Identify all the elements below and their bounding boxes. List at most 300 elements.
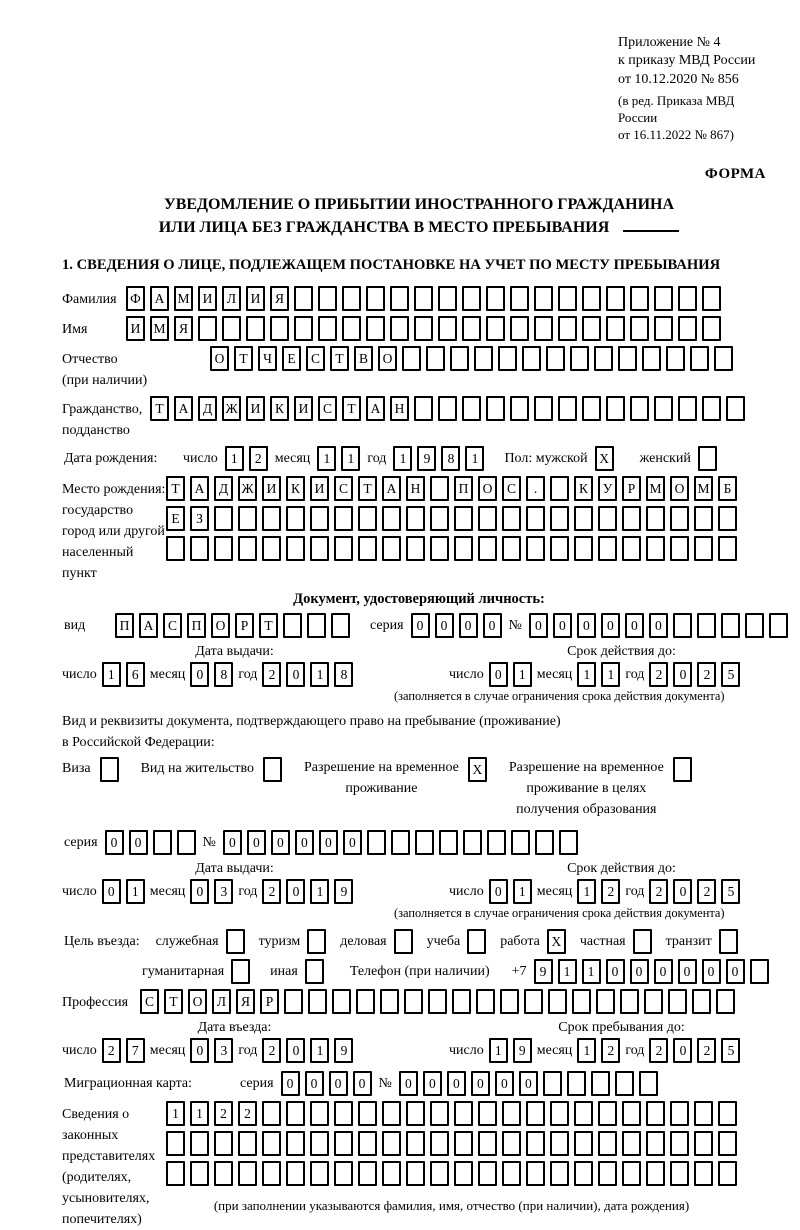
profession-cell[interactable] — [620, 989, 639, 1014]
profession-cell[interactable] — [380, 989, 399, 1014]
representative-cell[interactable] — [550, 1161, 569, 1186]
birthplace-cell[interactable]: И — [262, 476, 281, 501]
citizenship-cell[interactable] — [510, 396, 529, 421]
doc-number-cell[interactable]: 0 — [649, 613, 668, 638]
name-cell[interactable] — [678, 316, 697, 341]
citizenship-cell[interactable] — [438, 396, 457, 421]
name-cell[interactable] — [654, 316, 673, 341]
doc-number-cell[interactable]: 0 — [553, 613, 572, 638]
permit-series-cell[interactable] — [153, 830, 172, 855]
birthplace-cell[interactable] — [454, 506, 473, 531]
profession-cell[interactable] — [404, 989, 423, 1014]
citizenship-cell[interactable] — [462, 396, 481, 421]
representative-cell[interactable] — [574, 1101, 593, 1126]
mig-series-cell[interactable]: 0 — [281, 1071, 300, 1096]
citizenship-cell[interactable] — [606, 396, 625, 421]
name-cell[interactable] — [366, 316, 385, 341]
representative-cell[interactable] — [694, 1131, 713, 1156]
representative-cell[interactable] — [286, 1101, 305, 1126]
representative-cell[interactable] — [262, 1161, 281, 1186]
birthplace-cell[interactable] — [574, 536, 593, 561]
surname-cell[interactable] — [654, 286, 673, 311]
profession-cell[interactable] — [356, 989, 375, 1014]
birthplace-cell[interactable] — [478, 536, 497, 561]
permit-valid-month-cell[interactable]: 1 — [577, 879, 596, 904]
permit-number-cell[interactable]: 0 — [271, 830, 290, 855]
representative-cell[interactable] — [598, 1101, 617, 1126]
permit-valid-year-cell[interactable]: 5 — [721, 879, 740, 904]
doc-issue-year-cell[interactable]: 1 — [310, 662, 329, 687]
mig-number-cell[interactable] — [591, 1071, 610, 1096]
phone-cell[interactable] — [750, 959, 769, 984]
surname-cell[interactable]: Я — [270, 286, 289, 311]
citizenship-cell[interactable]: А — [174, 396, 193, 421]
representative-cell[interactable] — [430, 1101, 449, 1126]
citizenship-cell[interactable] — [558, 396, 577, 421]
birthplace-cell[interactable]: М — [646, 476, 665, 501]
profession-cell[interactable]: С — [140, 989, 159, 1014]
representative-cell[interactable] — [646, 1161, 665, 1186]
permit-valid-day-cell[interactable]: 0 — [489, 879, 508, 904]
birthplace-cell[interactable] — [670, 506, 689, 531]
birthplace-cell[interactable] — [166, 536, 185, 561]
permit-number-cell[interactable]: 0 — [247, 830, 266, 855]
birth-year-cell[interactable]: 1 — [393, 446, 412, 471]
citizenship-cell[interactable]: С — [318, 396, 337, 421]
birthplace-cell[interactable]: П — [454, 476, 473, 501]
birthplace-cell[interactable] — [238, 506, 257, 531]
representative-cell[interactable] — [550, 1131, 569, 1156]
name-cell[interactable] — [702, 316, 721, 341]
name-cell[interactable] — [558, 316, 577, 341]
name-cell[interactable]: Я — [174, 316, 193, 341]
representative-cell[interactable] — [310, 1131, 329, 1156]
entry-year-cell[interactable]: 9 — [334, 1038, 353, 1063]
birthplace-cell[interactable]: К — [574, 476, 593, 501]
representative-cell[interactable] — [382, 1131, 401, 1156]
birth-day-cell[interactable]: 2 — [249, 446, 268, 471]
birthplace-cell[interactable] — [310, 536, 329, 561]
mig-number-cell[interactable]: 0 — [471, 1071, 490, 1096]
profession-cell[interactable]: Т — [164, 989, 183, 1014]
birth-year-cell[interactable]: 1 — [465, 446, 484, 471]
doc-number-cell[interactable] — [721, 613, 740, 638]
profession-cell[interactable] — [668, 989, 687, 1014]
profession-cell[interactable] — [596, 989, 615, 1014]
patronymic-cell[interactable] — [450, 346, 469, 371]
permit-issue-month-cell[interactable]: 3 — [214, 879, 233, 904]
mig-series-cell[interactable]: 0 — [305, 1071, 324, 1096]
doc-number-cell[interactable]: 0 — [601, 613, 620, 638]
name-cell[interactable] — [510, 316, 529, 341]
patronymic-cell[interactable] — [522, 346, 541, 371]
birthplace-cell[interactable]: О — [670, 476, 689, 501]
entry-day-cell[interactable]: 7 — [126, 1038, 145, 1063]
citizenship-cell[interactable]: И — [294, 396, 313, 421]
citizenship-cell[interactable] — [414, 396, 433, 421]
doc-issue-month-cell[interactable]: 0 — [190, 662, 209, 687]
representative-cell[interactable]: 2 — [214, 1101, 233, 1126]
permit-issue-year-cell[interactable]: 2 — [262, 879, 281, 904]
mig-series-cell[interactable]: 0 — [329, 1071, 348, 1096]
birthplace-cell[interactable] — [334, 536, 353, 561]
entry-month-cell[interactable]: 0 — [190, 1038, 209, 1063]
representative-cell[interactable] — [694, 1161, 713, 1186]
phone-cell[interactable]: 0 — [630, 959, 649, 984]
checkbox-temp-permit-edu[interactable] — [673, 757, 692, 782]
name-cell[interactable] — [534, 316, 553, 341]
doc-kind-cell[interactable] — [307, 613, 326, 638]
birthplace-cell[interactable]: С — [502, 476, 521, 501]
name-cell[interactable] — [606, 316, 625, 341]
representative-cell[interactable] — [454, 1131, 473, 1156]
surname-cell[interactable]: И — [246, 286, 265, 311]
surname-cell[interactable] — [486, 286, 505, 311]
surname-cell[interactable] — [558, 286, 577, 311]
patronymic-cell[interactable] — [402, 346, 421, 371]
profession-cell[interactable] — [476, 989, 495, 1014]
entry-year-cell[interactable]: 1 — [310, 1038, 329, 1063]
surname-cell[interactable] — [366, 286, 385, 311]
doc-kind-cell[interactable] — [283, 613, 302, 638]
doc-valid-year-cell[interactable]: 0 — [673, 662, 692, 687]
birthplace-cell[interactable] — [646, 536, 665, 561]
profession-cell[interactable] — [692, 989, 711, 1014]
phone-cell[interactable]: 9 — [534, 959, 553, 984]
checkbox-residence[interactable] — [263, 757, 282, 782]
permit-issue-year-cell[interactable]: 0 — [286, 879, 305, 904]
representative-cell[interactable] — [502, 1161, 521, 1186]
birthplace-cell[interactable] — [670, 536, 689, 561]
representative-cell[interactable] — [622, 1161, 641, 1186]
doc-issue-year-cell[interactable]: 2 — [262, 662, 281, 687]
representative-cell[interactable] — [214, 1161, 233, 1186]
checkbox-official[interactable] — [226, 929, 245, 954]
representative-cell[interactable] — [238, 1131, 257, 1156]
entry-day-cell[interactable]: 2 — [102, 1038, 121, 1063]
profession-cell[interactable] — [644, 989, 663, 1014]
birth-year-cell[interactable]: 9 — [417, 446, 436, 471]
permit-series-cell[interactable] — [177, 830, 196, 855]
name-cell[interactable] — [414, 316, 433, 341]
birthplace-cell[interactable] — [694, 506, 713, 531]
citizenship-cell[interactable]: К — [270, 396, 289, 421]
surname-cell[interactable] — [510, 286, 529, 311]
birthplace-cell[interactable] — [718, 506, 737, 531]
birthplace-cell[interactable] — [478, 506, 497, 531]
representative-cell[interactable] — [334, 1161, 353, 1186]
surname-cell[interactable] — [438, 286, 457, 311]
citizenship-cell[interactable] — [726, 396, 745, 421]
surname-cell[interactable]: Ф — [126, 286, 145, 311]
mig-number-cell[interactable] — [543, 1071, 562, 1096]
patronymic-cell[interactable] — [690, 346, 709, 371]
representative-cell[interactable] — [310, 1101, 329, 1126]
representative-cell[interactable] — [190, 1161, 209, 1186]
stay-year-cell[interactable]: 2 — [697, 1038, 716, 1063]
surname-cell[interactable] — [342, 286, 361, 311]
citizenship-cell[interactable] — [582, 396, 601, 421]
patronymic-cell[interactable]: Ч — [258, 346, 277, 371]
profession-cell[interactable] — [500, 989, 519, 1014]
birthplace-cell[interactable] — [550, 476, 569, 501]
doc-issue-year-cell[interactable]: 8 — [334, 662, 353, 687]
citizenship-cell[interactable] — [702, 396, 721, 421]
permit-issue-year-cell[interactable]: 1 — [310, 879, 329, 904]
birthplace-cell[interactable]: Б — [718, 476, 737, 501]
birthplace-cell[interactable] — [190, 536, 209, 561]
doc-series-cell[interactable]: 0 — [435, 613, 454, 638]
birthplace-cell[interactable]: О — [478, 476, 497, 501]
representative-cell[interactable] — [286, 1161, 305, 1186]
doc-valid-year-cell[interactable]: 2 — [697, 662, 716, 687]
representative-cell[interactable] — [478, 1131, 497, 1156]
birthplace-cell[interactable] — [598, 536, 617, 561]
citizenship-cell[interactable]: Т — [342, 396, 361, 421]
representative-cell[interactable] — [286, 1131, 305, 1156]
birthplace-cell[interactable] — [526, 506, 545, 531]
profession-cell[interactable]: Л — [212, 989, 231, 1014]
doc-series-cell[interactable]: 0 — [459, 613, 478, 638]
representative-cell[interactable] — [262, 1101, 281, 1126]
birthplace-cell[interactable]: К — [286, 476, 305, 501]
permit-number-cell[interactable] — [463, 830, 482, 855]
profession-cell[interactable]: Я — [236, 989, 255, 1014]
patronymic-cell[interactable]: Т — [234, 346, 253, 371]
checkbox-humanitarian[interactable] — [231, 959, 250, 984]
patronymic-cell[interactable] — [594, 346, 613, 371]
name-cell[interactable] — [318, 316, 337, 341]
representative-cell[interactable] — [622, 1101, 641, 1126]
stay-day-cell[interactable]: 9 — [513, 1038, 532, 1063]
citizenship-cell[interactable] — [678, 396, 697, 421]
permit-series-cell[interactable]: 0 — [105, 830, 124, 855]
representative-cell[interactable] — [478, 1161, 497, 1186]
citizenship-cell[interactable]: Д — [198, 396, 217, 421]
representative-cell[interactable] — [190, 1131, 209, 1156]
surname-cell[interactable]: И — [198, 286, 217, 311]
doc-number-cell[interactable]: 0 — [625, 613, 644, 638]
birthplace-cell[interactable]: . — [526, 476, 545, 501]
citizenship-cell[interactable] — [486, 396, 505, 421]
birthplace-cell[interactable] — [502, 536, 521, 561]
representative-cell[interactable] — [406, 1101, 425, 1126]
birthplace-cell[interactable] — [502, 506, 521, 531]
doc-number-cell[interactable] — [697, 613, 716, 638]
doc-series-cell[interactable]: 0 — [483, 613, 502, 638]
profession-cell[interactable] — [332, 989, 351, 1014]
doc-number-cell[interactable] — [745, 613, 764, 638]
stay-year-cell[interactable]: 5 — [721, 1038, 740, 1063]
doc-kind-cell[interactable]: Т — [259, 613, 278, 638]
stay-year-cell[interactable]: 2 — [649, 1038, 668, 1063]
birthplace-cell[interactable]: Ж — [238, 476, 257, 501]
profession-cell[interactable] — [308, 989, 327, 1014]
phone-cell[interactable]: 0 — [726, 959, 745, 984]
permit-number-cell[interactable] — [511, 830, 530, 855]
citizenship-cell[interactable]: И — [246, 396, 265, 421]
doc-valid-year-cell[interactable]: 5 — [721, 662, 740, 687]
representative-cell[interactable] — [670, 1161, 689, 1186]
name-cell[interactable] — [342, 316, 361, 341]
representative-cell[interactable] — [694, 1101, 713, 1126]
patronymic-cell[interactable] — [546, 346, 565, 371]
birthplace-cell[interactable]: С — [334, 476, 353, 501]
patronymic-cell[interactable]: Е — [282, 346, 301, 371]
birthplace-cell[interactable] — [430, 476, 449, 501]
citizenship-cell[interactable] — [630, 396, 649, 421]
birthplace-cell[interactable] — [622, 506, 641, 531]
patronymic-cell[interactable] — [618, 346, 637, 371]
birthplace-cell[interactable] — [286, 506, 305, 531]
representative-cell[interactable] — [670, 1101, 689, 1126]
citizenship-cell[interactable] — [534, 396, 553, 421]
representative-cell[interactable] — [670, 1131, 689, 1156]
representative-cell[interactable] — [574, 1131, 593, 1156]
permit-number-cell[interactable]: 0 — [295, 830, 314, 855]
profession-cell[interactable]: Р — [260, 989, 279, 1014]
birthplace-cell[interactable] — [574, 506, 593, 531]
representative-cell[interactable] — [718, 1101, 737, 1126]
checkbox-female[interactable] — [698, 446, 717, 471]
representative-cell[interactable] — [502, 1101, 521, 1126]
doc-kind-cell[interactable]: С — [163, 613, 182, 638]
doc-kind-cell[interactable]: П — [187, 613, 206, 638]
representative-cell[interactable] — [526, 1161, 545, 1186]
checkbox-private[interactable] — [633, 929, 652, 954]
doc-number-cell[interactable]: 0 — [577, 613, 596, 638]
mig-number-cell[interactable]: 0 — [423, 1071, 442, 1096]
birthplace-cell[interactable]: З — [190, 506, 209, 531]
birthplace-cell[interactable] — [454, 536, 473, 561]
permit-issue-year-cell[interactable]: 9 — [334, 879, 353, 904]
checkbox-male[interactable]: X — [595, 446, 614, 471]
patronymic-cell[interactable] — [642, 346, 661, 371]
stay-month-cell[interactable]: 2 — [601, 1038, 620, 1063]
representative-cell[interactable]: 2 — [238, 1101, 257, 1126]
birthplace-cell[interactable]: А — [382, 476, 401, 501]
representative-cell[interactable] — [334, 1131, 353, 1156]
mig-number-cell[interactable] — [615, 1071, 634, 1096]
name-cell[interactable] — [198, 316, 217, 341]
checkbox-transit[interactable] — [719, 929, 738, 954]
surname-cell[interactable] — [630, 286, 649, 311]
permit-number-cell[interactable]: 0 — [343, 830, 362, 855]
birthplace-cell[interactable] — [214, 536, 233, 561]
representative-cell[interactable] — [622, 1131, 641, 1156]
doc-number-cell[interactable]: 0 — [529, 613, 548, 638]
doc-number-cell[interactable] — [673, 613, 692, 638]
name-cell[interactable] — [270, 316, 289, 341]
checkbox-work[interactable]: X — [547, 929, 566, 954]
birthplace-cell[interactable]: У — [598, 476, 617, 501]
birthplace-cell[interactable] — [622, 536, 641, 561]
representative-cell[interactable] — [310, 1161, 329, 1186]
birthplace-cell[interactable] — [550, 536, 569, 561]
checkbox-other[interactable] — [305, 959, 324, 984]
birthplace-cell[interactable] — [262, 506, 281, 531]
patronymic-cell[interactable] — [714, 346, 733, 371]
mig-number-cell[interactable]: 0 — [519, 1071, 538, 1096]
doc-valid-month-cell[interactable]: 1 — [577, 662, 596, 687]
birthplace-cell[interactable] — [382, 506, 401, 531]
doc-valid-month-cell[interactable]: 1 — [601, 662, 620, 687]
doc-issue-day-cell[interactable]: 6 — [126, 662, 145, 687]
birthplace-cell[interactable] — [718, 536, 737, 561]
representative-cell[interactable] — [502, 1131, 521, 1156]
surname-cell[interactable] — [702, 286, 721, 311]
patronymic-cell[interactable]: Т — [330, 346, 349, 371]
surname-cell[interactable] — [414, 286, 433, 311]
birthplace-cell[interactable]: И — [310, 476, 329, 501]
permit-series-cell[interactable]: 0 — [129, 830, 148, 855]
mig-number-cell[interactable]: 0 — [447, 1071, 466, 1096]
representative-cell[interactable] — [430, 1131, 449, 1156]
permit-number-cell[interactable] — [367, 830, 386, 855]
permit-issue-day-cell[interactable]: 1 — [126, 879, 145, 904]
representative-cell[interactable] — [646, 1131, 665, 1156]
birthplace-cell[interactable]: Т — [358, 476, 377, 501]
citizenship-cell[interactable]: А — [366, 396, 385, 421]
profession-cell[interactable] — [548, 989, 567, 1014]
entry-year-cell[interactable]: 0 — [286, 1038, 305, 1063]
permit-number-cell[interactable]: 0 — [223, 830, 242, 855]
citizenship-cell[interactable]: Т — [150, 396, 169, 421]
patronymic-cell[interactable]: О — [378, 346, 397, 371]
surname-cell[interactable] — [606, 286, 625, 311]
representative-cell[interactable] — [718, 1131, 737, 1156]
representative-cell[interactable] — [358, 1131, 377, 1156]
citizenship-cell[interactable]: Н — [390, 396, 409, 421]
phone-cell[interactable]: 1 — [558, 959, 577, 984]
representative-cell[interactable] — [718, 1161, 737, 1186]
profession-cell[interactable] — [452, 989, 471, 1014]
mig-number-cell[interactable]: 0 — [495, 1071, 514, 1096]
representative-cell[interactable] — [262, 1131, 281, 1156]
permit-number-cell[interactable]: 0 — [319, 830, 338, 855]
name-cell[interactable]: М — [150, 316, 169, 341]
doc-kind-cell[interactable] — [331, 613, 350, 638]
birthplace-cell[interactable] — [598, 506, 617, 531]
birthplace-cell[interactable]: Р — [622, 476, 641, 501]
permit-valid-year-cell[interactable]: 0 — [673, 879, 692, 904]
birthplace-cell[interactable]: Е — [166, 506, 185, 531]
surname-cell[interactable] — [678, 286, 697, 311]
representative-cell[interactable] — [238, 1161, 257, 1186]
permit-valid-year-cell[interactable]: 2 — [649, 879, 668, 904]
birthplace-cell[interactable] — [526, 536, 545, 561]
entry-year-cell[interactable]: 2 — [262, 1038, 281, 1063]
checkbox-visa[interactable] — [100, 757, 119, 782]
representative-cell[interactable]: 1 — [190, 1101, 209, 1126]
phone-cell[interactable]: 1 — [582, 959, 601, 984]
mig-series-cell[interactable]: 0 — [353, 1071, 372, 1096]
permit-issue-month-cell[interactable]: 0 — [190, 879, 209, 904]
doc-series-cell[interactable]: 0 — [411, 613, 430, 638]
permit-valid-year-cell[interactable]: 2 — [697, 879, 716, 904]
name-cell[interactable] — [630, 316, 649, 341]
checkbox-tourism[interactable] — [307, 929, 326, 954]
surname-cell[interactable]: А — [150, 286, 169, 311]
stay-day-cell[interactable]: 1 — [489, 1038, 508, 1063]
representative-cell[interactable] — [382, 1161, 401, 1186]
representative-cell[interactable] — [598, 1161, 617, 1186]
birthplace-cell[interactable] — [694, 536, 713, 561]
representative-cell[interactable] — [574, 1161, 593, 1186]
profession-cell[interactable]: О — [188, 989, 207, 1014]
birthplace-cell[interactable] — [334, 506, 353, 531]
representative-cell[interactable] — [526, 1101, 545, 1126]
